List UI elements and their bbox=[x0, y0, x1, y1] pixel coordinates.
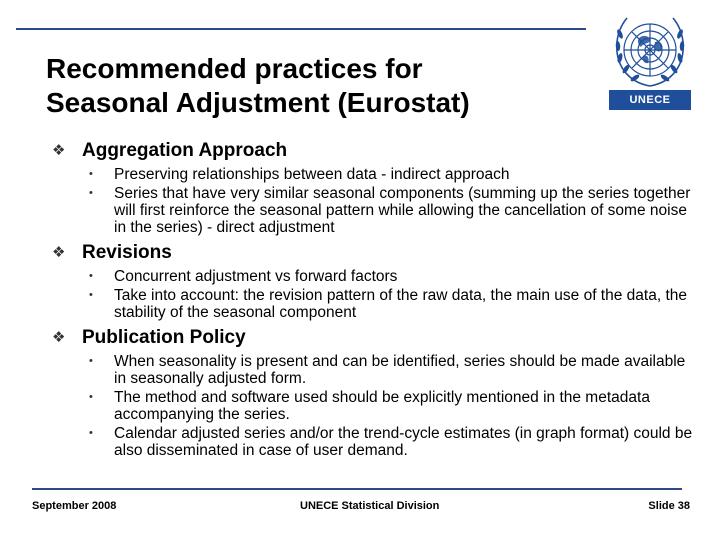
slide-title-line-1: Recommended practices for bbox=[46, 53, 423, 84]
section-heading bbox=[50, 327, 700, 349]
bullet-dot-icon: • bbox=[89, 355, 93, 367]
slide-title bbox=[46, 52, 566, 120]
footer-divider bbox=[32, 488, 682, 490]
list-item-text: Series that have very similar seasonal components (summing up the series together will first reinforce the seasonal pattern while allowing the cancellation of some noise in the series) - direct adjustment bbox=[114, 185, 691, 236]
diamond-bullet-icon: ❖ bbox=[52, 329, 66, 346]
unece-logo-label: UNECE bbox=[609, 90, 691, 110]
section-heading-label: Revisions bbox=[82, 242, 172, 263]
section-heading bbox=[50, 140, 700, 162]
diamond-bullet-icon: ❖ bbox=[52, 142, 66, 159]
bullet-list bbox=[50, 353, 700, 459]
list-item bbox=[89, 185, 700, 236]
list-item bbox=[89, 287, 700, 321]
bullet-dot-icon: • bbox=[89, 289, 93, 301]
footer-date: September 2008 bbox=[32, 500, 117, 512]
section-heading-label: Publication Policy bbox=[82, 327, 246, 348]
list-item-text: Take into account: the revision pattern of the raw data, the main use of the data, the stability of the seasonal component bbox=[114, 287, 687, 321]
section-revisions bbox=[50, 242, 700, 321]
slide-body bbox=[50, 140, 700, 465]
list-item-text: The method and software used should be explicitly mentioned in the metadata accompanying the series. bbox=[114, 389, 650, 423]
list-item-text: Preserving relationships between data - indirect approach bbox=[114, 166, 510, 183]
list-item bbox=[89, 268, 700, 285]
list-item bbox=[89, 166, 700, 183]
list-item bbox=[89, 353, 700, 387]
bullet-dot-icon: • bbox=[89, 270, 93, 282]
header-divider bbox=[16, 28, 586, 30]
bullet-dot-icon: • bbox=[89, 391, 93, 403]
slide-title-line-2: Seasonal Adjustment (Eurostat) bbox=[46, 87, 470, 118]
bullet-list bbox=[50, 268, 700, 321]
diamond-bullet-icon: ❖ bbox=[52, 244, 66, 261]
bullet-dot-icon: • bbox=[89, 187, 93, 199]
list-item-text: When seasonality is present and can be identified, series should be made available in seasonally adjusted form. bbox=[114, 353, 686, 387]
list-item-text: Calendar adjusted series and/or the trend-cycle estimates (in graph format) could be also disseminated in case of user demand. bbox=[114, 425, 693, 459]
bullet-dot-icon: • bbox=[89, 427, 93, 439]
list-item bbox=[89, 389, 700, 423]
section-aggregation-approach bbox=[50, 140, 700, 236]
section-publication-policy bbox=[50, 327, 700, 459]
list-item bbox=[89, 425, 700, 459]
list-item-text: Concurrent adjustment vs forward factors bbox=[114, 268, 398, 285]
section-heading bbox=[50, 242, 700, 264]
section-heading-label: Aggregation Approach bbox=[82, 140, 288, 161]
footer-slide-number: Slide 38 bbox=[648, 500, 690, 512]
footer-organization: UNECE Statistical Division bbox=[300, 500, 440, 512]
bullet-dot-icon: • bbox=[89, 168, 93, 180]
bullet-list bbox=[50, 166, 700, 236]
